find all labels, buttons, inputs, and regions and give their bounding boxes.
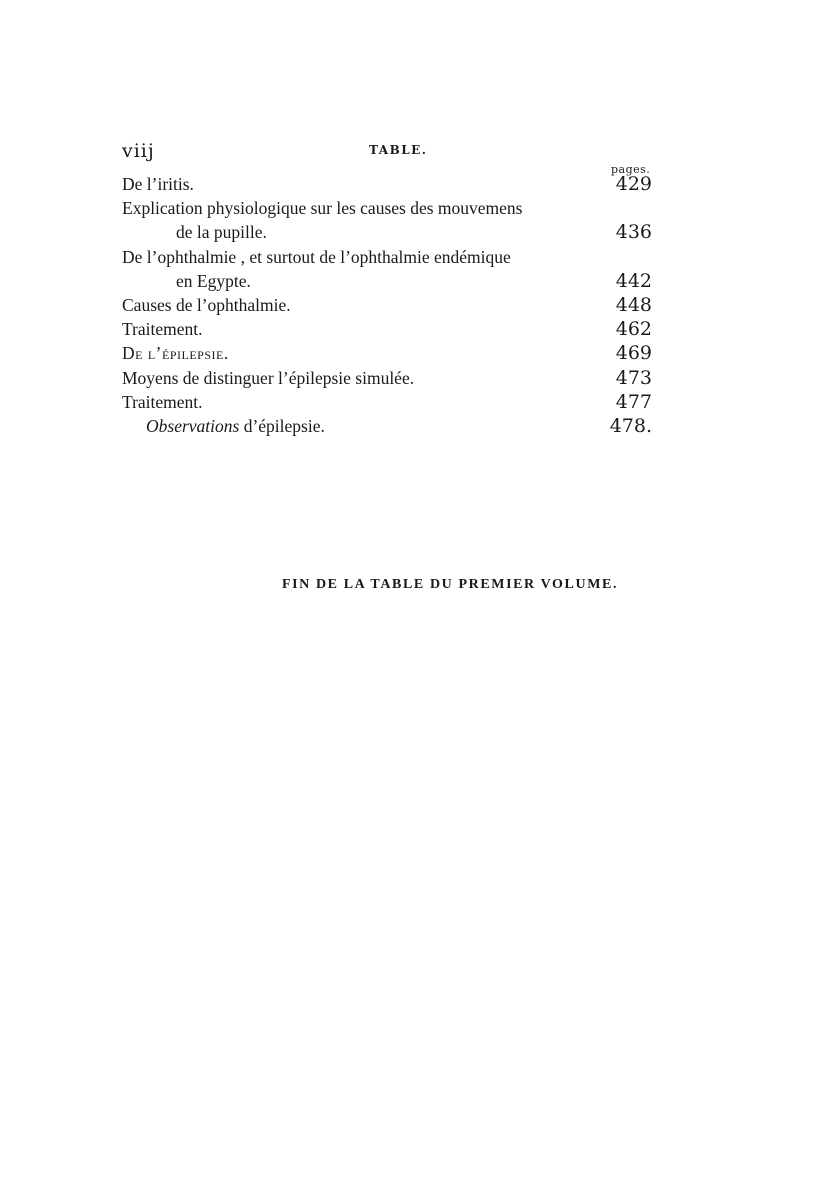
toc-entry-page: 429 — [615, 173, 652, 195]
toc-entry-title: De l’ophthalmie , et surtout de l’ophthalmie endémique — [122, 246, 511, 267]
toc-entry-title: Traitement. — [122, 391, 203, 412]
toc-entry — [122, 293, 652, 317]
toc-entry-title: De l’épilepsie. — [122, 343, 229, 364]
toc-entry-page: 462 — [615, 318, 652, 341]
toc-entry-title: Causes de l’ophthalmie. — [122, 294, 291, 315]
toc-entry — [122, 390, 652, 414]
table-of-contents — [122, 172, 652, 438]
running-head: TABLE. — [369, 143, 428, 157]
end-of-table-note: FIN DE LA TABLE DU PREMIER VOLUME. — [281, 577, 619, 592]
toc-entry-title: Moyens de distinguer l’épilepsie simulée. — [122, 367, 415, 388]
page-number: viij — [122, 140, 155, 162]
toc-entry-title — [122, 414, 325, 438]
toc-entry — [122, 414, 652, 438]
toc-entry-title: en Egypte. — [176, 270, 251, 291]
toc-entry-page: 448 — [615, 293, 652, 316]
toc-entry-continuation — [122, 269, 652, 293]
toc-entry-page: 442 — [615, 269, 652, 292]
toc-entry-title: Traitement. — [122, 319, 203, 340]
toc-entry-page: 469 — [615, 342, 652, 365]
toc-entry-page: 478. — [609, 414, 652, 437]
toc-entry — [122, 366, 652, 390]
toc-entry — [122, 341, 652, 365]
toc-entry-page: 477 — [615, 390, 652, 413]
toc-entry-title: de la pupille. — [176, 222, 267, 243]
toc-entry — [122, 172, 652, 196]
toc-entry — [122, 245, 652, 269]
toc-entry-title: De l’iritis. — [122, 174, 194, 194]
toc-entry — [122, 317, 652, 341]
toc-entry-title-italic: Observations — [146, 415, 240, 436]
toc-entry-title-rest: d’épilepsie. — [239, 415, 325, 436]
pages-column-label: pages. — [611, 163, 651, 176]
toc-entry-title: Explication physiologique sur les causes des mouvemens — [122, 198, 523, 219]
toc-entry-page: 436 — [615, 221, 652, 244]
toc-entry — [122, 196, 652, 220]
toc-entry-page: 473 — [615, 366, 652, 389]
toc-entry-continuation — [122, 220, 652, 244]
